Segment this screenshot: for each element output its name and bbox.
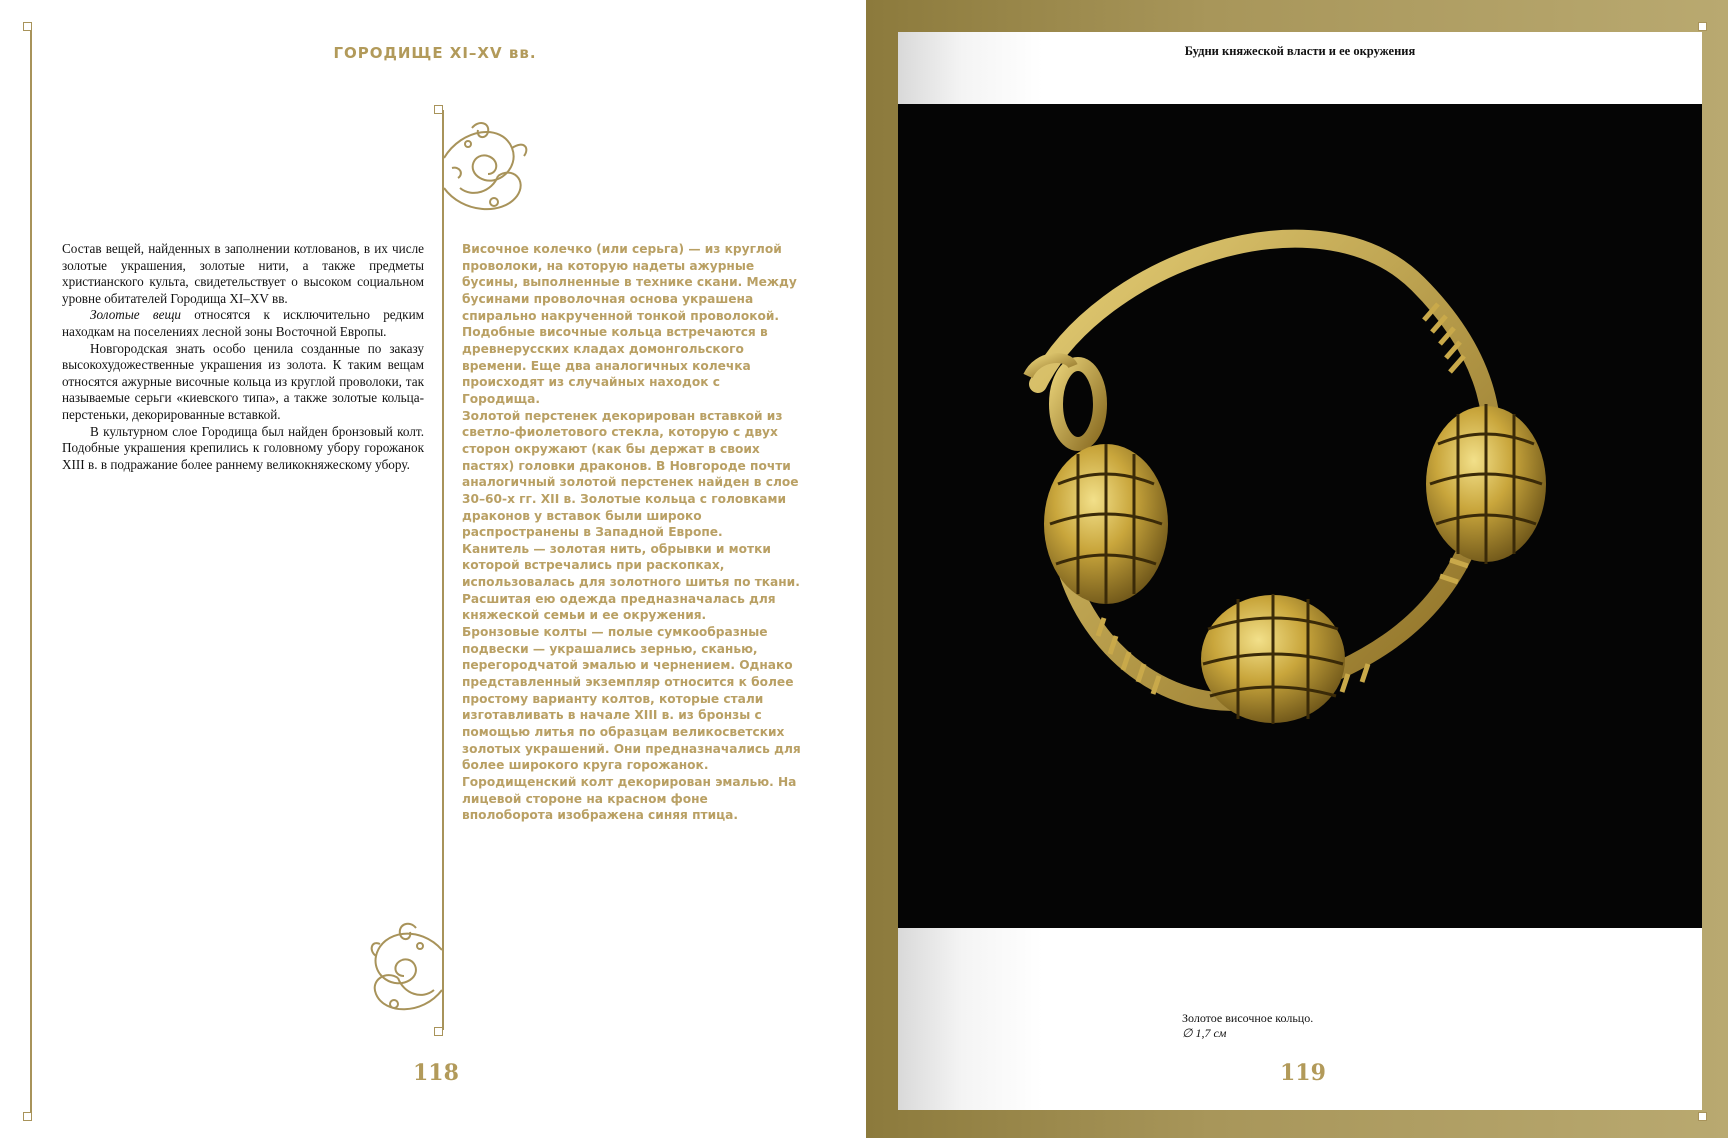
running-head: ГОРОДИЩЕ XI–XV вв. [333,44,537,62]
floral-ornament-top-icon [442,118,532,218]
floral-ornament-bottom-icon [370,920,444,1020]
divider-corner-bottom [434,1027,443,1036]
page-number-left: 118 [413,1060,459,1086]
page-number-right: 119 [1280,1060,1326,1086]
frame-corner-top-right [1698,22,1707,31]
photo-caption [1182,1011,1313,1041]
caption-paragraph: Золотой перстенек декорирован вставкой из светло-фиолетового стекла, которую с двух сторон окружают (как бы держат в своих пастях) головки драконов. В Новгороде почти аналогичный золотой перстенек найден в слое 30–60-х гг. XII в. Золотые кольца с головками драконов у вставок были широко распространены в Западной Европе. [462,408,799,540]
left-frame-line [30,28,32,1118]
body-paragraph: Состав вещей, найденных в заполнении котлованов, в их числе золотые украшения, золотые нити, а также предметы христианского культа, свидетельствует о высоком социальном уровне обитателей Городища XI–XV вв. [62,241,424,306]
body-paragraph [62,307,424,340]
body-paragraph: Новгородская знать особо ценила созданные по заказу высокохудожественные украшения из золота. К таким вещам относятся ажурные височные кольца из круглой проволоки, так называемые серьги «киевского типа», а также золотые кольца-перстеньки, декорированные вставкой. [62,340,424,422]
caption-column [462,241,802,824]
divider-corner-top [434,105,443,114]
frame-corner-bottom-left [23,1112,32,1121]
caption-paragraph: Бронзовые колты — полые сумкообразные подвески — украшались зернью, сканью, перегородчатой эмалью и чернением. Однако представленный экземпляр относится к более простому варианту колтов, которые стали изготавливать в начале XIII в. из бронзы с помощью литья по образцам великосветских золотых украшений. Они предназначались для более широкого круга горожанок. Городищенский колт декорирован эмалью. На лицевой стороне на красном фоне вполоборота изображена синяя птица. [462,625,801,823]
italic-term: Золотые вещи [90,307,181,323]
frame-corner-bottom-right [1698,1112,1707,1121]
caption-paragraph: Височное колечко (или серьга) — из круглой проволоки, на которую надеты ажурные бусины, выполненные в технике скани. Между бусинами проволочная основа украшена спирально накрученной тонкой проволокой. Подобные височные кольца встречаются в древнерусских кладах домонгольского времени. Еще два аналогичных колечка происходят из случайных находок с Городища. [462,242,797,406]
gold-temple-ring-image [898,104,1702,928]
photo-caption-dimension: ∅ 1,7 см [1182,1026,1227,1040]
body-paragraph-text: относятся к исключительно редким находкам на поселениях лесной зоны Восточной Европы. [62,307,424,339]
photo-caption-title: Золотое височное кольцо. [1182,1011,1314,1025]
caption-paragraph: Канитель — золотая нить, обрывки и мотки которой встречались при раскопках, использовалась для золотного шитья по ткани. Расшитая ею одежда предназначалась для княжеской семьи и ее окружения. [462,541,800,623]
column-divider-line [442,110,444,1030]
body-text [62,241,424,473]
body-paragraph: В культурном слое Городища был найден бронзовый колт. Подобные украшения крепились к головному убору горожанок XIII в. в подражание более раннему великокняжескому убору. [62,423,424,472]
frame-corner-top-left [23,22,32,31]
earring-photo [898,104,1702,928]
running-head-right: Будни княжеской власти и ее окружения [1184,44,1416,58]
